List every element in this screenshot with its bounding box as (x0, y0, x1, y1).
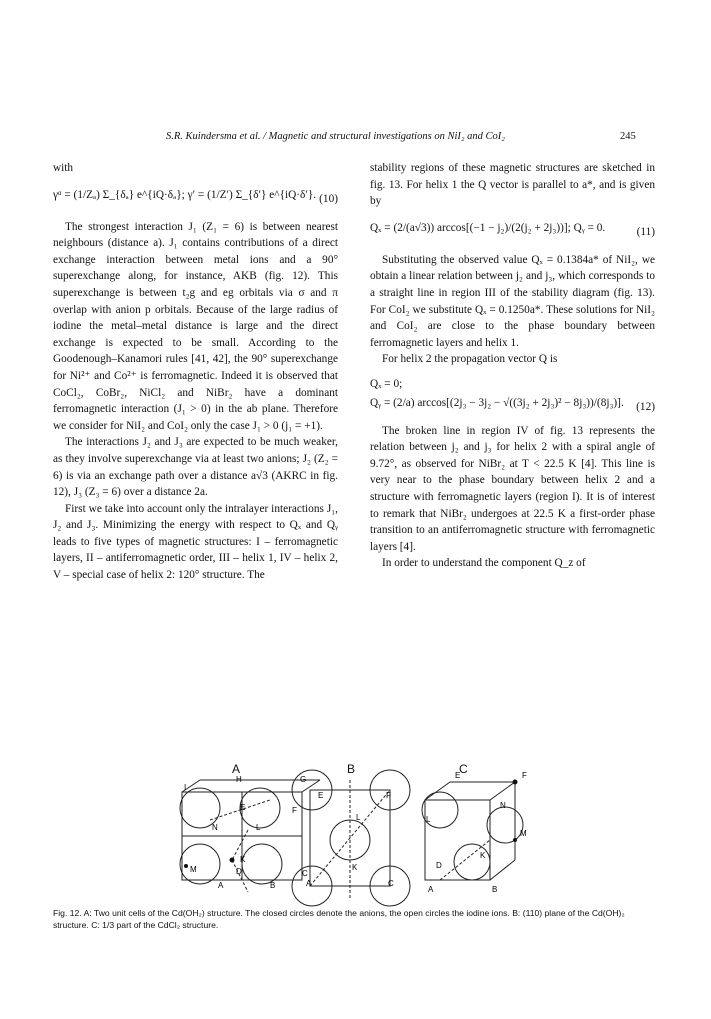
equation-12 (370, 393, 655, 423)
point-label-c-3: L (426, 815, 431, 824)
point-label-c-4: M (520, 829, 527, 838)
point-label-b-1: F (386, 791, 391, 800)
running-header (0, 131, 711, 147)
page-number: 245 (620, 131, 636, 142)
point-label-a-5: N (212, 823, 218, 832)
point-label-a-9: D (236, 867, 242, 876)
point-label-a-2: G (300, 775, 307, 784)
equation-10-number: (10) (319, 192, 338, 205)
point-label-b-0: E (318, 791, 324, 800)
point-label-a-0: I (184, 783, 187, 792)
equation-10-body: γᵅ = (1/Zₐ) Σ_{δₐ} e^{iQ·δₐ}; γ′ = (1/Z′) Σ_{δ′} e^{iQ·δ′}. (53, 188, 317, 201)
figure-caption: Fig. 12. A: Two unit cells of the Cd(OH₂) structure. The closed circles denote the anions, the open circles the iodine ions. B: (110) plane of the Cd(OH)₂ structure. C: 1/3 part of the CdCl₂ structure. (53, 908, 625, 930)
point-label-c-6: D (436, 861, 442, 870)
point-label-c-7: A (428, 885, 434, 894)
point-label-a-4: F (292, 806, 297, 815)
equation-10 (53, 177, 338, 219)
right-paragraph-5: In order to understand the component Q_z of (382, 557, 586, 570)
panel-label-a: A (232, 762, 241, 776)
point-label-b-4: A (306, 879, 312, 888)
point-label-a-11: B (270, 881, 276, 890)
point-label-c-5: K (480, 851, 486, 860)
right-paragraph-1: stability regions of these magnetic structures are sketched in fig. 13. For helix 1 the Q vector is parallel to a*, and is given by (370, 162, 655, 208)
equation-12-body: Qᵧ = (2/a) arccos[(2j₃ − 3j₂ − √((3j₂ + 2j₃)² − 8j₃))/(8j₃)]. (370, 396, 624, 409)
right-column (370, 160, 655, 572)
running-title: S.R. Kuindersma et al. / Magnetic and structural investigations on NiI₂ and CoI₂ (166, 131, 505, 142)
left-paragraph-1: The strongest interaction J₁ (Z₁ = 6) is between nearest neighbours (distance a). J₁ contains contributions of a direct exchange interaction between metal ions and a 90° superexchange along, for instance, AKB (fig. 12). This superexchange is between t₂g and eg orbitals via σ and π overlap with anion p orbitals. Because of the large radius of iodine the metal–metal distance is large and the direct exchange is expected to be small. According to the Goodenough–Kanamori rules [41, 42], the 90° superexchange for Ni²⁺ and Co²⁺ is ferromagnetic. Indeed it is observed that CoCl₂, CoBr₂, NiCl₂ and NiBr₂ have a dominant ferromagnetic interaction (J₁ > 0) in the ab plane. Therefore we consider for NiI₂ and CoI₂ only the case J₁ > 0 (j₁ = +1). (53, 220, 338, 432)
point-label-a-6: L (256, 823, 261, 832)
right-paragraph-2: Substituting the observed value Qₓ = 0.1384a* of NiI₂, we obtain a linear relation between j₂ and j₃, which corresponds to a straight line in region III of the stability diagram (fig. 13). For CoI₂ we substitute Qₓ = 0.1250a*. These solutions for NiI₂ and CoI₂ are close to the phase boundary between ferromagnetic layers and helix 1. (370, 253, 655, 349)
panel-label-c: C (459, 762, 468, 776)
point-label-c-8: B (492, 885, 498, 894)
point-label-b-2: L (356, 813, 361, 822)
left-paragraph-0: with (53, 162, 74, 174)
equation-11-number: (11) (636, 225, 655, 238)
point-label-a-1: H (236, 775, 242, 784)
point-label-a-7: M (190, 865, 197, 874)
point-label-a-10: A (218, 881, 224, 890)
point-label-a-8: K (240, 855, 246, 864)
equation-11-body: Qₓ = (2/(a√3)) arccos[(−1 − j₂)/(2(j₂ + 2j₃))]; Qᵧ = 0. (370, 221, 606, 234)
right-paragraph-3: For helix 2 the propagation vector Q is (382, 353, 558, 366)
point-label-a-3: E (240, 803, 246, 812)
point-label-c-2: N (500, 801, 506, 810)
right-paragraph-4: The broken line in region IV of fig. 13 represents the relation between j₂ and j₃ for helix 2 with a spiral angle of 9.72°, as observed for NiBr₂ at T < 22.5 K [4]. This line is very near to the phase boundary between helix 2 and a structure with ferromagnetic layers (region I). It is of interest to remark that NiBr₂ undergoes at 22.5 K a first-order phase transition to an antiferromagnetic structure with ferromagnetic layers [4]. (370, 424, 655, 553)
left-paragraph-3: First we take into account only the intralayer interactions J₁, J₂ and J₃. Minimizing the energy with respect to Qₓ and Qᵧ leads to five types of magnetic structures: I – ferromagnetic layers, II – antiferromagnetic order, III – helix 1, IV – helix 2, V – special case of helix 2: 120° structure. The (53, 502, 338, 582)
point-label-b-5: C (388, 879, 394, 888)
equation-11 (370, 210, 655, 252)
point-label-a-12: C (302, 869, 308, 878)
panel-a-frame (182, 792, 302, 880)
equation-12a: Qₓ = 0; (370, 377, 403, 390)
left-paragraph-2: The interactions J₂ and J₃ are expected to be much weaker, as they involve superexchange via at least two anions; J₂ (Z₂ = 6) is via an exchange path over a distance a√3 (AKRC in fig. 12), J₃ (Z₃ = 6) over a distance 2a. (53, 436, 338, 499)
point-label-c-1: F (522, 771, 527, 780)
point-label-c-0: E (455, 771, 461, 780)
equation-12-number: (12) (636, 400, 655, 413)
left-column (53, 160, 338, 584)
point-label-b-3: K (352, 863, 358, 872)
panel-label-b: B (347, 762, 356, 776)
